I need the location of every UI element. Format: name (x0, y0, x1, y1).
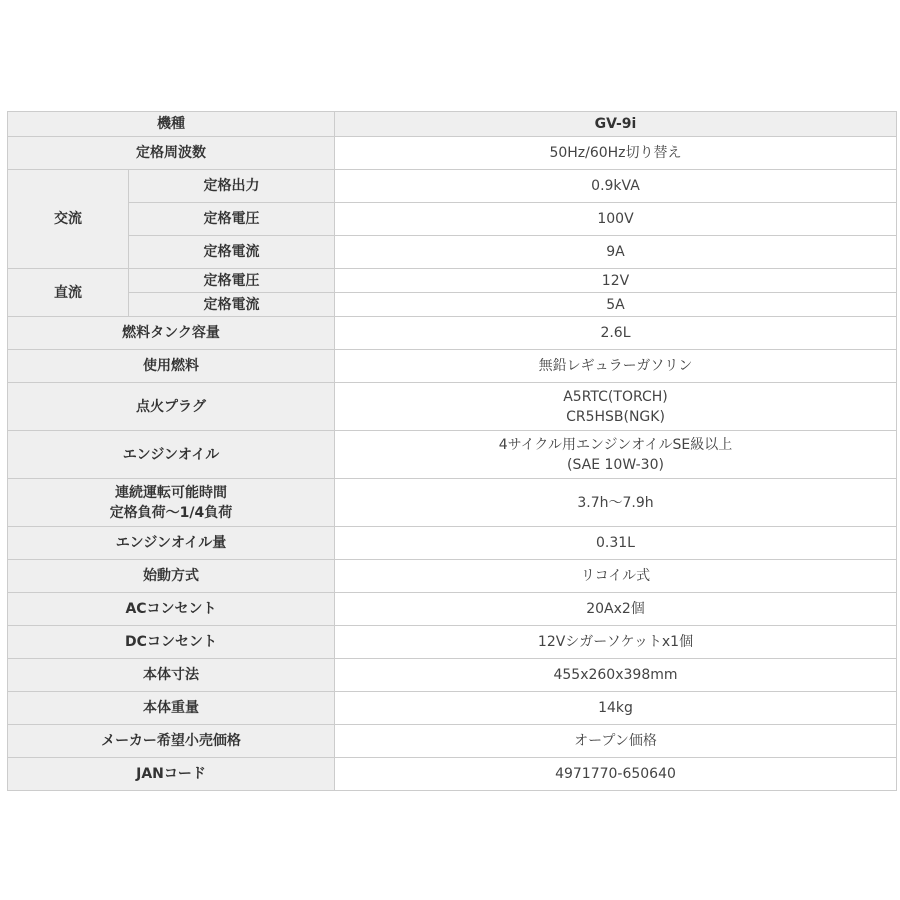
ac-rated-current-value: 9A (335, 236, 897, 269)
table-row (8, 725, 897, 758)
dc-outlet-label: DCコンセント (8, 626, 335, 659)
ac-group-label: 交流 (8, 170, 129, 269)
model-value: GV-9i (335, 112, 897, 137)
dc-rated-voltage-value: 12V (335, 269, 897, 293)
dc-outlet-value: 12Vシガーソケットx1個 (335, 626, 897, 659)
oil-amount-label: エンジンオイル量 (8, 527, 335, 560)
dc-rated-current-label: 定格電流 (129, 293, 335, 317)
ac-outlet-value: 20Ax2個 (335, 593, 897, 626)
start-method-value: リコイル式 (335, 560, 897, 593)
weight-label: 本体重量 (8, 692, 335, 725)
table-row (8, 236, 897, 269)
runtime-label-line2: 定格負荷〜1/4負荷 (109, 504, 233, 521)
runtime-label-line1: 連続運転可能時間 (115, 484, 227, 501)
dimensions-label: 本体寸法 (8, 659, 335, 692)
spark-plug-value-line1: A5RTC(TORCH) (563, 388, 668, 405)
fuel-tank-label: 燃料タンク容量 (8, 317, 335, 350)
dc-rated-voltage-label: 定格電圧 (129, 269, 335, 293)
table-row (8, 269, 897, 293)
table-row (8, 431, 897, 479)
table-row (8, 293, 897, 317)
fuel-label: 使用燃料 (8, 350, 335, 383)
table-row (8, 112, 897, 137)
runtime-value: 3.7h〜7.9h (335, 479, 897, 527)
dc-rated-current-value: 5A (335, 293, 897, 317)
table-row (8, 479, 897, 527)
table-row (8, 383, 897, 431)
table-row (8, 137, 897, 170)
table-row (8, 593, 897, 626)
spark-plug-label: 点火プラグ (8, 383, 335, 431)
model-label: 機種 (8, 112, 335, 137)
rated-frequency-value: 50Hz/60Hz切り替え (335, 137, 897, 170)
table-row (8, 527, 897, 560)
oil-amount-value: 0.31L (335, 527, 897, 560)
fuel-value: 無鉛レギュラーガソリン (335, 350, 897, 383)
engine-oil-value-line1: 4サイクル用エンジンオイルSE級以上 (498, 436, 733, 453)
dimensions-value: 455x260x398mm (335, 659, 897, 692)
table-row (8, 758, 897, 791)
ac-rated-current-label: 定格電流 (129, 236, 335, 269)
table-row (8, 317, 897, 350)
runtime-label (8, 479, 335, 527)
ac-outlet-label: ACコンセント (8, 593, 335, 626)
table-row (8, 560, 897, 593)
table-row (8, 350, 897, 383)
dc-group-label: 直流 (8, 269, 129, 317)
ac-rated-voltage-label: 定格電圧 (129, 203, 335, 236)
table-row (8, 203, 897, 236)
jan-code-label: JANコード (8, 758, 335, 791)
price-label: メーカー希望小売価格 (8, 725, 335, 758)
ac-rated-output-value: 0.9kVA (335, 170, 897, 203)
table-row (8, 626, 897, 659)
spec-table (7, 111, 897, 791)
spark-plug-value (335, 383, 897, 431)
table-row (8, 659, 897, 692)
spark-plug-value-line2: CR5HSB(NGK) (566, 408, 665, 425)
ac-rated-voltage-value: 100V (335, 203, 897, 236)
table-row (8, 692, 897, 725)
ac-rated-output-label: 定格出力 (129, 170, 335, 203)
engine-oil-value (335, 431, 897, 479)
weight-value: 14kg (335, 692, 897, 725)
fuel-tank-value: 2.6L (335, 317, 897, 350)
start-method-label: 始動方式 (8, 560, 335, 593)
table-row (8, 170, 897, 203)
engine-oil-label: エンジンオイル (8, 431, 335, 479)
jan-code-value: 4971770-650640 (335, 758, 897, 791)
rated-frequency-label: 定格周波数 (8, 137, 335, 170)
price-value: オープン価格 (335, 725, 897, 758)
engine-oil-value-line2: (SAE 10W-30) (567, 456, 664, 473)
